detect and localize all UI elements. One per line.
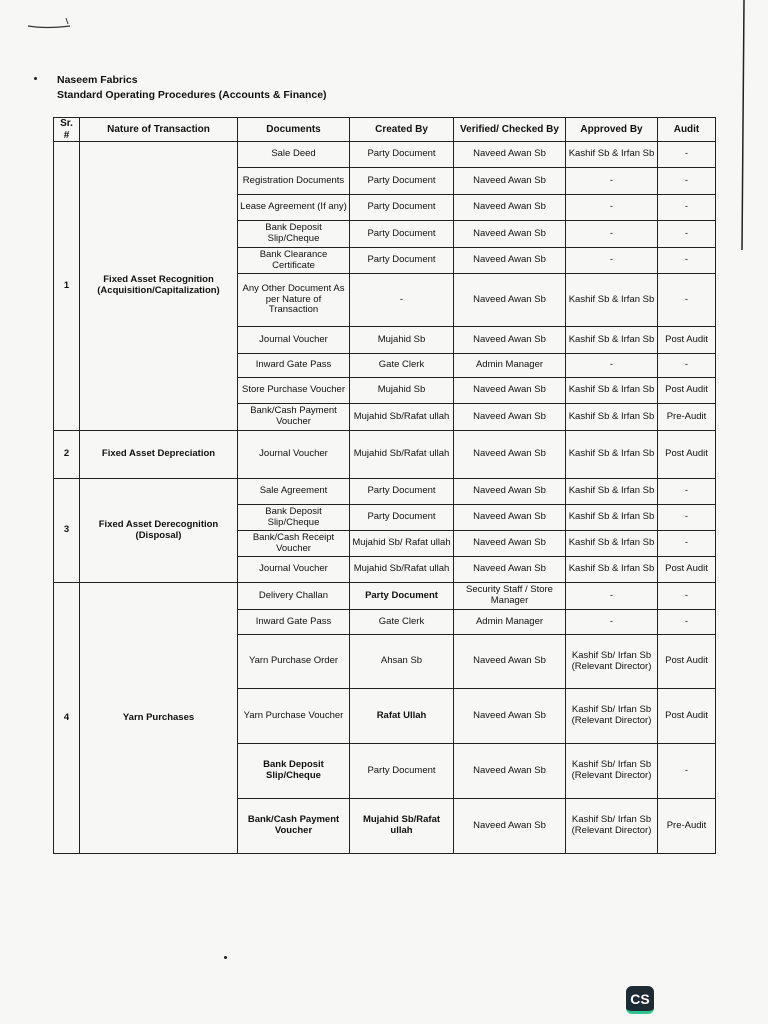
created-by-cell: Party Document (350, 479, 454, 505)
approved-by-cell: Kashif Sb & Irfan Sb (566, 142, 658, 168)
approved-by-cell: Kashif Sb & Irfan Sb (566, 431, 658, 479)
created-by-cell: Party Document (350, 142, 454, 168)
speck-mark (34, 77, 37, 80)
verified-by-cell: Naveed Awan Sb (454, 274, 566, 327)
document-cell: Bank/Cash Payment Voucher (238, 799, 350, 854)
created-by-cell: Party Document (350, 195, 454, 221)
table-row (54, 583, 716, 610)
document-cell: Inward Gate Pass (238, 610, 350, 635)
audit-cell: Post Audit (658, 689, 716, 744)
approved-by-cell: - (566, 610, 658, 635)
document-cell: Any Other Document As per Nature of Transaction (238, 274, 350, 327)
sr-cell: 2 (54, 431, 80, 479)
created-by-cell: Rafat Ullah (350, 689, 454, 744)
audit-cell: Post Audit (658, 327, 716, 354)
approved-by-cell: Kashif Sb & Irfan Sb (566, 531, 658, 557)
document-cell: Bank/Cash Receipt Voucher (238, 531, 350, 557)
page-edge-shadow (738, 0, 746, 250)
created-by-cell: Party Document (350, 168, 454, 195)
created-by-cell: Gate Clerk (350, 354, 454, 378)
table-row (54, 142, 716, 168)
approved-by-cell: Kashif Sb & Irfan Sb (566, 404, 658, 431)
approved-by-cell: Kashif Sb & Irfan Sb (566, 557, 658, 583)
document-cell: Delivery Challan (238, 583, 350, 610)
audit-cell: - (658, 168, 716, 195)
document-cell: Lease Agreement (If any) (238, 195, 350, 221)
document-cell: Yarn Purchase Voucher (238, 689, 350, 744)
audit-cell: - (658, 479, 716, 505)
audit-cell: Post Audit (658, 635, 716, 689)
header-verified-by: Verified/ Checked By (454, 118, 566, 142)
created-by-cell: Mujahid Sb/Rafat ullah (350, 557, 454, 583)
created-by-cell: Gate Clerk (350, 610, 454, 635)
header-created-by: Created By (350, 118, 454, 142)
audit-cell: - (658, 354, 716, 378)
created-by-cell: Mujahid Sb (350, 327, 454, 354)
table-row (54, 479, 716, 505)
verified-by-cell: Naveed Awan Sb (454, 744, 566, 799)
verified-by-cell: Naveed Awan Sb (454, 531, 566, 557)
approved-by-cell: Kashif Sb & Irfan Sb (566, 479, 658, 505)
approved-by-cell: - (566, 583, 658, 610)
audit-cell: Post Audit (658, 557, 716, 583)
audit-cell: - (658, 142, 716, 168)
header-nature: Nature of Transaction (80, 118, 238, 142)
created-by-cell: Mujahid Sb/Rafat ullah (350, 404, 454, 431)
audit-cell: - (658, 583, 716, 610)
header-approved-by: Approved By (566, 118, 658, 142)
approved-by-cell: - (566, 221, 658, 248)
approved-by-cell: - (566, 168, 658, 195)
audit-cell: Post Audit (658, 378, 716, 404)
verified-by-cell: Naveed Awan Sb (454, 248, 566, 274)
created-by-cell: Party Document (350, 505, 454, 531)
verified-by-cell: Naveed Awan Sb (454, 168, 566, 195)
company-name: Naseem Fabrics (57, 74, 138, 86)
verified-by-cell: Naveed Awan Sb (454, 799, 566, 854)
verified-by-cell: Naveed Awan Sb (454, 689, 566, 744)
audit-cell: - (658, 505, 716, 531)
document-cell: Store Purchase Voucher (238, 378, 350, 404)
approved-by-cell: - (566, 354, 658, 378)
approved-by-cell: Kashif Sb/ Irfan Sb (Relevant Director) (566, 799, 658, 854)
document-cell: Bank Deposit Slip/Cheque (238, 505, 350, 531)
approved-by-cell: Kashif Sb/ Irfan Sb (Relevant Director) (566, 689, 658, 744)
camscanner-logo: CS (626, 986, 654, 1014)
speck-mark (224, 956, 227, 959)
header-sr: Sr. # (54, 118, 80, 142)
created-by-cell: Ahsan Sb (350, 635, 454, 689)
document-cell: Sale Agreement (238, 479, 350, 505)
verified-by-cell: Naveed Awan Sb (454, 479, 566, 505)
document-cell: Bank Deposit Slip/Cheque (238, 221, 350, 248)
document-cell: Bank/Cash Payment Voucher (238, 404, 350, 431)
verified-by-cell: Naveed Awan Sb (454, 378, 566, 404)
audit-cell: Pre-Audit (658, 799, 716, 854)
created-by-cell: Mujahid Sb (350, 378, 454, 404)
approved-by-cell: Kashif Sb/ Irfan Sb (Relevant Director) (566, 635, 658, 689)
nature-cell: Fixed Asset Depreciation (80, 431, 238, 479)
audit-cell: - (658, 221, 716, 248)
document-cell: Registration Documents (238, 168, 350, 195)
document-cell: Journal Voucher (238, 327, 350, 354)
document-cell: Bank Clearance Certificate (238, 248, 350, 274)
approved-by-cell: Kashif Sb & Irfan Sb (566, 327, 658, 354)
approved-by-cell: Kashif Sb & Irfan Sb (566, 378, 658, 404)
audit-cell: - (658, 195, 716, 221)
audit-cell: - (658, 610, 716, 635)
header-audit: Audit (658, 118, 716, 142)
created-by-cell: Mujahid Sb/Rafat ullah (350, 799, 454, 854)
created-by-cell: Mujahid Sb/ Rafat ullah (350, 531, 454, 557)
verified-by-cell: Naveed Awan Sb (454, 327, 566, 354)
document-cell: Journal Voucher (238, 557, 350, 583)
nature-cell: Fixed Asset Derecognition (Disposal) (80, 479, 238, 583)
verified-by-cell: Naveed Awan Sb (454, 195, 566, 221)
verified-by-cell: Naveed Awan Sb (454, 142, 566, 168)
verified-by-cell: Admin Manager (454, 610, 566, 635)
sr-cell: 4 (54, 583, 80, 854)
document-cell: Sale Deed (238, 142, 350, 168)
audit-cell: - (658, 744, 716, 799)
approved-by-cell: Kashif Sb & Irfan Sb (566, 274, 658, 327)
created-by-cell: - (350, 274, 454, 327)
sr-cell: 3 (54, 479, 80, 583)
sr-cell: 1 (54, 142, 80, 431)
approved-by-cell: Kashif Sb/ Irfan Sb (Relevant Director) (566, 744, 658, 799)
verified-by-cell: Admin Manager (454, 354, 566, 378)
audit-cell: - (658, 248, 716, 274)
verified-by-cell: Naveed Awan Sb (454, 431, 566, 479)
verified-by-cell: Naveed Awan Sb (454, 635, 566, 689)
document-cell: Inward Gate Pass (238, 354, 350, 378)
document-cell: Bank Deposit Slip/Cheque (238, 744, 350, 799)
approved-by-cell: - (566, 195, 658, 221)
document-cell: Yarn Purchase Order (238, 635, 350, 689)
audit-cell: Pre-Audit (658, 404, 716, 431)
nature-cell: Fixed Asset Recognition (Acquisition/Capitalization) (80, 142, 238, 431)
document-cell: Journal Voucher (238, 431, 350, 479)
audit-cell: Post Audit (658, 431, 716, 479)
audit-cell: - (658, 531, 716, 557)
verified-by-cell: Naveed Awan Sb (454, 404, 566, 431)
approved-by-cell: - (566, 248, 658, 274)
header-documents: Documents (238, 118, 350, 142)
pen-scribble-mark (26, 16, 74, 30)
nature-cell: Yarn Purchases (80, 583, 238, 854)
created-by-cell: Party Document (350, 221, 454, 248)
table-row (54, 431, 716, 479)
verified-by-cell: Naveed Awan Sb (454, 505, 566, 531)
verified-by-cell: Naveed Awan Sb (454, 557, 566, 583)
created-by-cell: Mujahid Sb/Rafat ullah (350, 431, 454, 479)
audit-cell: - (658, 274, 716, 327)
document-title: Standard Operating Procedures (Accounts & Finance) (57, 89, 327, 101)
table-header-row (54, 118, 716, 142)
approved-by-cell: Kashif Sb & Irfan Sb (566, 505, 658, 531)
verified-by-cell: Naveed Awan Sb (454, 221, 566, 248)
created-by-cell: Party Document (350, 248, 454, 274)
created-by-cell: Party Document (350, 583, 454, 610)
created-by-cell: Party Document (350, 744, 454, 799)
sop-table (53, 117, 716, 854)
verified-by-cell: Security Staff / Store Manager (454, 583, 566, 610)
